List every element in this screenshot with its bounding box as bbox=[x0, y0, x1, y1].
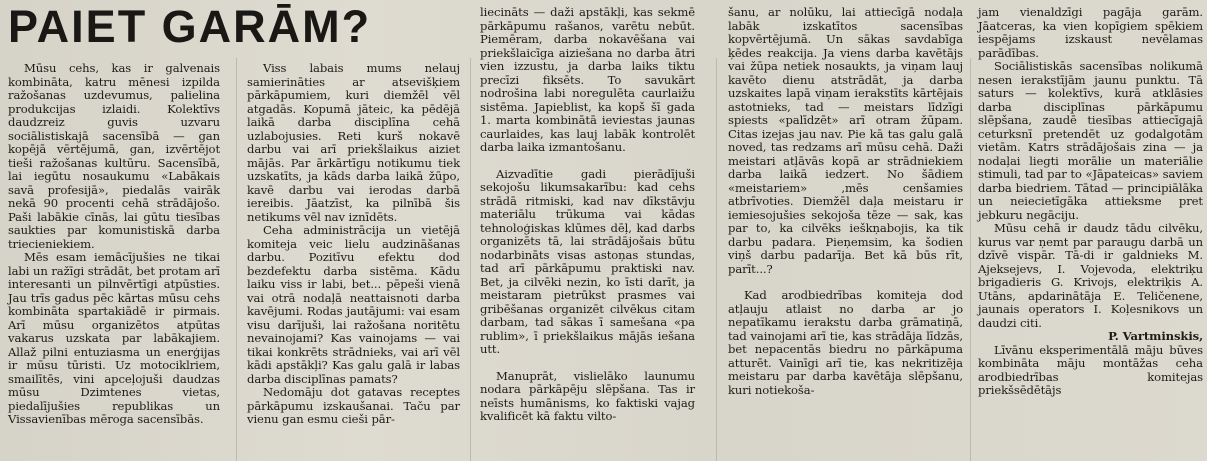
paragraph: Viss labais mums nelauj samierināties ar atsevišķiem pārkāpumiem, kuri diemžēl vēl atgadās. Kopumā jāteic, ka pēdējā laikā darba disciplīna cehā uzlabojusies. Reti kurš nokavē darbu vai arī priekšlaikus aiziet mājās. Par ārkārtīgu notikumu tiek uzskatīts, ja kāds darba laikā žūpo, kavē darbu vai ierodas darbā iereibis. Jāatzīst, ka pilnībā šis netikums vēl nav iznīdēts. bbox=[247, 61, 460, 224]
article-headline: PAIET GARĀM? bbox=[8, 1, 372, 52]
article-column-2 bbox=[247, 62, 460, 427]
paragraph: Mūsu cehā ir daudz tādu cilvēku, kurus var ņemt par paraugu darbā un dzīvē vispār. Tā-di ir galdnieks M. Ajeksejevs, I. Vojevoda, elektriķu brigadieris G. Krivojs, elektriķis A. Utāns, apdarinātāja E. Teličenene, jaunais operators I. Koļesnikovs un daudzi citi. bbox=[978, 221, 1203, 330]
column-divider bbox=[236, 58, 237, 461]
column-divider bbox=[716, 58, 717, 461]
paragraph: Aizvadītie gadi pierādījuši sekojošu likumsakarību: kad cehs strādā ritmiski, kad nav dīkstāvju materiālu trūkuma vai kādas tehnoloģiskas klūmes dēļ, kad darbs organizēts tā, lai strādājošais būtu nodarbināts visas astoņas stundas, tad arī pārkāpumu praktiski nav. Bet, ja cilvēki nezin, ko īsti darīt, ja meistaram pietrūkst prasmes vai gribēšanas organizēt cilvēkus citam darbam, tad sākas ī samešana «pa rublim», ī priekšlaikus mājās iešana utt. bbox=[480, 166, 695, 356]
paragraph: Mūsu cehs, kas ir galvenais kombināta, katru mēnesi izpilda ražošanas uzdevumus, palielina produkcijas izlaidi. Kolektīvs daudzreiz guvis uzvaru sociālistiskajā sacensībā — gan kopējā vērtējumā, gan, izvērtējot tieši ražošanas kultūru. Sacensībā, lai iegūtu nosaukumu «Labākais savā profesijā», piedalās vairāk nekā 90 procenti cehā strādājošo. Paši labākie cīnās, lai gūtu tiesības saukties par komunistiskā darba triecieniekiem. bbox=[8, 61, 220, 251]
column-divider bbox=[470, 58, 471, 461]
column-divider bbox=[970, 58, 971, 461]
paragraph: Kad arodbiedrības komiteja dod atļauju atlaist no darba ar jo nepatīkamu ierakstu darba grāmatiņā, tad vainojami arī tie, kas strādāja līdzās, bet nepacentās biedru no pārkāpuma atturēt. Vainīgi arī tie, kas nekritizēja meistaru par darba kavētāja slēpšanu, kuri notiekoša- bbox=[728, 288, 963, 397]
paragraph: Nedomāju dot gatavas receptes pārkāpumu izskaušanai. Taču par vienu gan esmu cieši pār- bbox=[247, 385, 460, 426]
article-column-3 bbox=[480, 6, 695, 424]
paragraph: Mēs esam iemācījušies ne tikai labi un ražīgi strādāt, bet protam arī interesanti un pilnvērtīgi atpūsties. Jau trīs gadus pēc kārtas mūsu cehs kombināta spartakiādē ir pirmais. Arī mūsu organizētos atpūtas vakarus uzskata par labākajiem. Allaž pilni entuziasma un enerģijas ir mūsu tūristi. Uz motociklriem, smailītēs, vini apceļojuši daudzas mūsu Dzimtenes vietas, piedalījušies republikas un Vissavienības mēroga sacensībās. bbox=[8, 250, 220, 426]
article-column-4 bbox=[728, 6, 963, 397]
paragraph: jam vienaldzīgi pagāja garām. Jāatceras, ka vien kopīgiem spēkiem iespējams izskaust nevēlamas parādības. bbox=[978, 5, 1203, 60]
article-column-5 bbox=[978, 6, 1203, 398]
author-affiliation: Līvānu eksperimentālā māju būves kombināta māju montāžas ceha arodbiedrības komitejas priekšsēdētājs bbox=[978, 342, 1203, 397]
paragraph: šanu, ar nolūku, lai attiecīgā nodaļa labāk izskatītos sacensības kopvērtējumā. Un sākas savdabīga ķēdes reakcija. Ja viens darba kavētājs vai žūpa netiek nosaukts, ja viņam lauj kavēto dienu atstrādāt, ja darba uzskaites lapā viņam ierakstīts kārtējais astotnieks, tad — meistars līdzīgi spiests «palīdzēt» arī otram žūpam. Citas izejas jau nav. Pie kā tas galu galā noved, tas redzams arī mūsu cehā. Daži meistari atļāvās kopā ar strādniekiem darba laikā iedzert. No šādiem «meistariem» ,mēs cenšamies atbrīvoties. Diemžēl daļa meistaru ir iemiesojušies sekojoša tēze — sak, kas par to, ka cilvēks ieškņabojis, ka tik darbu padara. Pieņemsim, ka šodien viņš darbu padarīja. Bet kā būs rīt, parīt...? bbox=[728, 5, 963, 276]
paragraph: Ceha administrācija un vietējā komiteja veic lielu audzināšanas darbu. Pozitīvu efektu dod bezdefektu darba sistēma. Kādu laiku viss ir labi, bet... pēpeši vienā vai otrā nodaļā neattaisnoti darba kavējumi. Rodas jautājumi: vai esam visu darījuši, lai ražošana noritētu nevainojami? Kas vainojams — vai tikai konkrēts strādnieks, vai arī vēl kādi apstākļi? Kas galu galā ir labas darba disciplīnas pamats? bbox=[247, 223, 460, 386]
paragraph: liecināts — daži apstākļi, kas sekmē pārkāpumu rašanos, varētu nebūt. Piemēram, darba nokavēšana vai priekšlaicīga aiziešana no darba ātri vien izzustu, ja darba laiks tiktu precīzi fiksēts. To savukārt nodrošina labi noregulēta caurlaižu sistēma. Japieblist, ka kopš šī gada 1. marta kombinātā ieviestas jaunas caurlaides, kas lauj labāk kontrolēt darba laika izmantošanu. bbox=[480, 5, 695, 154]
article-column-1 bbox=[8, 62, 220, 427]
paragraph: Sociālistiskās sacensības nolikumā nesen ierakstījām jaunu punktu. Tā saturs — kolektīvs, kurā atklāsies darba disciplīnas pārkāpumu slēpšana, zaudē tiesības attiecīgajā ceturksnī pretendēt uz godalgotām vietām. Katrs strādājošais zina — ja nodaļai liegti morālie un materiālie stimuli, tad par to «Jāpateicas» saviem darba biedriem. Tātad — principiālāka un neiecietīgāka attieksme pret jebkuru negāciju. bbox=[978, 59, 1203, 222]
author-signature: P. Vartminskis, bbox=[1108, 329, 1203, 343]
paragraph: Manuprāt, vislielāko launumu nodara pārkāpēju slēpšana. Tas ir neīsts humānisms, ko faktiski vajag kvalificēt kā faktu vilto- bbox=[480, 368, 695, 423]
